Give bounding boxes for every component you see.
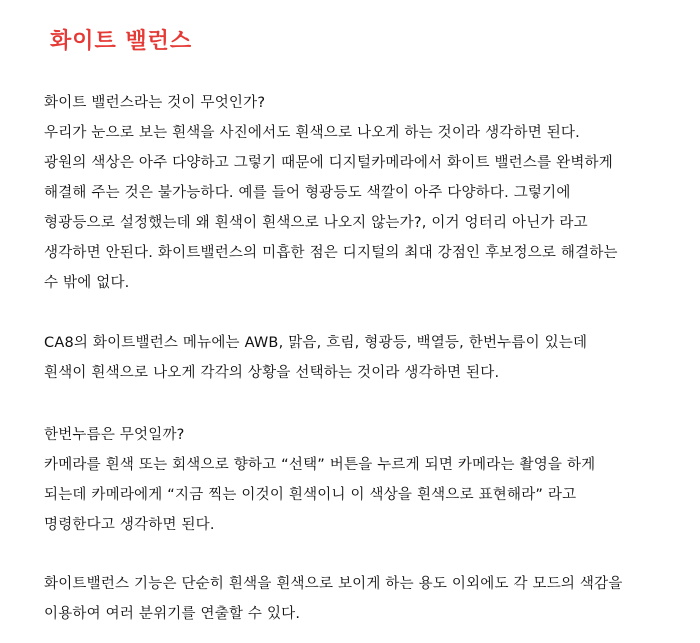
paragraph-1-line-5: 형광등으로 설정했는데 왜 흰색이 흰색으로 나오지 않는가?, 이거 엉터리 아닌가 라고	[44, 215, 588, 231]
page-title: 화이트 밸런스	[50, 29, 193, 54]
paragraph-1-line-7: 수 밖에 없다.	[44, 275, 130, 291]
paragraph-1-line-2: 우리가 눈으로 보는 흰색을 사진에서도 흰색으로 나오게 하는 것이라 생각하면 된다.	[44, 125, 580, 141]
paragraph-2-line-1: CA8의 화이트밸런스 메뉴에는 AWB, 맑음, 흐림, 형광등, 백열등, 한번누름이 있는데	[44, 335, 588, 351]
paragraph-2-line-2: 흰색이 흰색으로 나오게 각각의 상황을 선택하는 것이라 생각하면 된다.	[44, 365, 500, 381]
paragraph-1-line-6: 생각하면 안된다. 화이트밸런스의 미흡한 점은 디지털의 최대 강점인 후보정으로 해결하는	[44, 245, 618, 261]
paragraph-3-line-4: 명령한다고 생각하면 된다.	[44, 517, 215, 533]
paragraph-3-line-1: 한번누름은 무엇일까?	[44, 427, 185, 443]
paragraph-4-line-2: 이용하여 여러 분위기를 연출할 수 있다.	[44, 606, 301, 622]
paragraph-1-line-4: 해결해 주는 것은 불가능하다. 예를 들어 형광등도 색깔이 아주 다양하다. 그렇기에	[44, 185, 571, 201]
paragraph-3-line-3: 되는데 카메라에게 “지금 찍는 이것이 흰색이니 이 색상을 흰색으로 표현해라” 라고	[44, 487, 577, 503]
paragraph-1-line-1: 화이트 밸런스라는 것이 무엇인가?	[44, 95, 266, 111]
paragraph-4-line-1: 화이트밸런스 기능은 단순히 흰색을 흰색으로 보이게 하는 용도 이외에도 각 모드의 색감을	[44, 576, 623, 592]
paragraph-3-line-2: 카메라를 흰색 또는 회색으로 향하고 “선택” 버튼을 누르게 되면 카메라는 촬영을 하게	[44, 457, 596, 473]
paragraph-1-line-3: 광원의 색상은 아주 다양하고 그렇기 때문에 디지털카메라에서 화이트 밸런스를 완벽하게	[44, 155, 613, 171]
